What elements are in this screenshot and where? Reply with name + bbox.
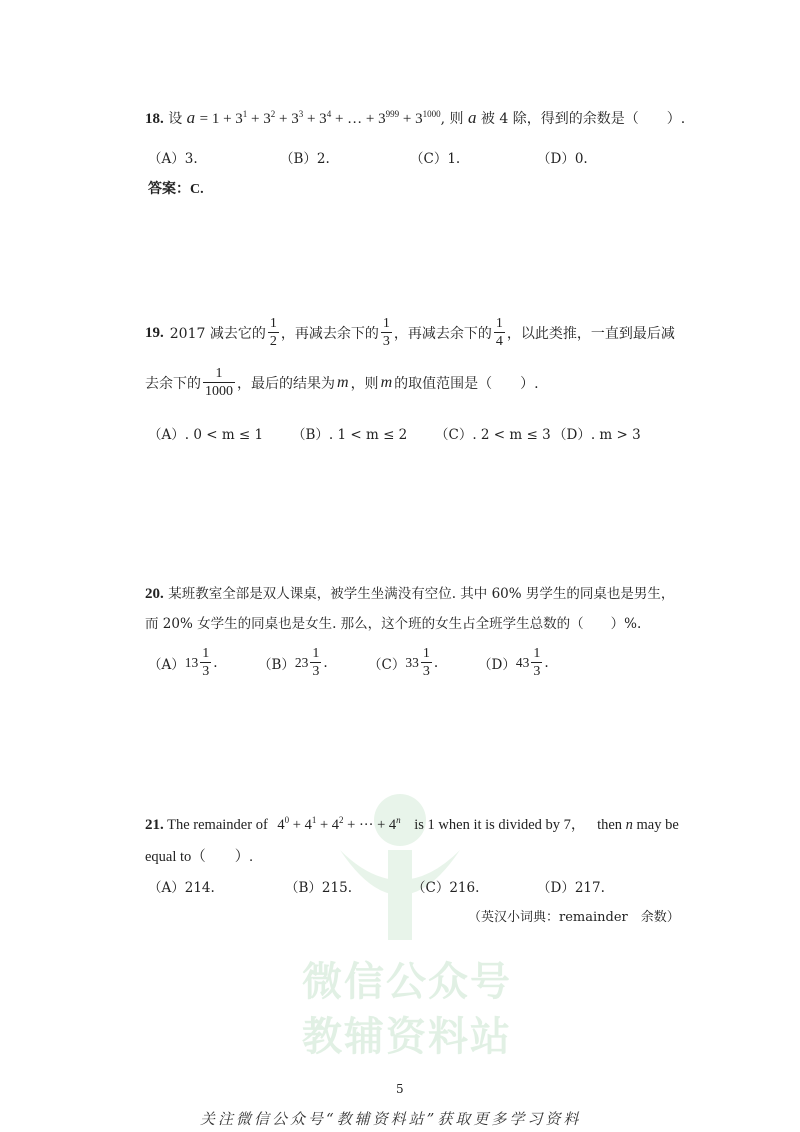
q19-line2-b: ，最后的结果为 (237, 376, 335, 392)
q21-option-d: （D）217. (537, 880, 605, 896)
q18-option-d: （D）0. (537, 151, 588, 167)
q18-option-a: （A）3. (148, 151, 198, 167)
q21-option-b: （B）215. (285, 880, 352, 896)
q18-prefix: 设 (168, 111, 183, 127)
question-number: 19. (145, 324, 164, 341)
answer-value: C. (190, 182, 204, 197)
q20-option-a: （A） 13 $\frac{1}{3}$ . (148, 646, 218, 679)
q21-glossary: （英汉小词典：remainder 余数） (468, 910, 680, 925)
q21-expr: $4^0 + 4^1 + 4^2$ + ··· + $4^n$ (277, 815, 401, 833)
q19-line2-c: ，则 (350, 376, 379, 392)
q21-text-d: may be (636, 817, 679, 833)
q19-text2: ，再减去余下的 (280, 326, 379, 342)
question-18 (145, 108, 685, 128)
q18-expr: = $1 + 3^1 + 3^2 + 3^3 + 3^4$ + … + $3^{999} + 3^{1000}$ (199, 109, 441, 127)
q21-text-b: is 1 when it is divided by 7， (414, 817, 586, 833)
q19-text4: ，以此类推，一直到最后减 (506, 326, 675, 342)
fraction-1-2: $\frac{1}{2}$ (269, 316, 277, 349)
q19-option-d: （D）. m > 3 (553, 427, 641, 443)
question-19-line2 (145, 366, 539, 400)
q20-option-b: （B） 23 $\frac{1}{3}$ . (258, 646, 328, 679)
question-number: 21. (145, 817, 164, 833)
question-number: 18. (145, 111, 164, 127)
q21-var-n: n (625, 817, 633, 833)
q21-option-c: （C）216. (412, 880, 480, 896)
q19-option-a: （A）. 0 < m ≤ 1 (148, 427, 264, 443)
watermark-line2: 教辅资料站 (302, 1014, 512, 1060)
question-20-line1 (145, 582, 674, 603)
answer-label: 答案： (148, 181, 190, 197)
q20-option-c: （C） 33 $\frac{1}{3}$ . (368, 646, 439, 679)
footer-text: 关注微信公众号“教辅资料站”获取更多学习资料 (200, 1110, 582, 1128)
question-19-line1 (145, 316, 675, 350)
q18-suffix: 被 4 除，得到的余数是（ ）. (480, 111, 686, 127)
watermark-line1: 微信公众号 (302, 959, 512, 1005)
q18-comma: , 则 (440, 111, 464, 127)
q18-option-b: （B）2. (280, 151, 330, 167)
q19-var-m2: m (380, 374, 393, 391)
q18-var-a2: a (467, 108, 477, 127)
q18-var-a: a (186, 108, 196, 127)
fraction-1-1000: $\frac{1}{1000}$ (205, 366, 233, 399)
page-number: 5 (396, 1082, 404, 1096)
question-21-line2: equal to（ ）. (145, 849, 253, 865)
question-number: 20. (145, 586, 164, 602)
question-20-line2: 而 20% 女学生的同桌也是女生. 那么，这个班的女生占全班学生总数的（ ）%. (145, 616, 642, 632)
q20-option-d: （D） 43 $\frac{1}{3}$ . (478, 646, 549, 679)
q21-option-a: （A）214. (148, 880, 215, 896)
q19-line2-a: 去余下的 (145, 376, 201, 392)
q18-answer (148, 178, 204, 198)
q21-text-c: then (597, 817, 623, 833)
q19-var-m: m (337, 374, 349, 391)
q18-option-c: （C）1. (410, 151, 461, 167)
question-21-line1 (145, 813, 679, 834)
q20-line1: 某班教室全部是双人课桌，被学生坐满没有空位. 其中 60% 男学生的同桌也是男生， (168, 586, 675, 602)
q19-line2-d: 的取值范围是（ ）. (394, 376, 539, 392)
q19-text1: 2017 减去它的 (169, 326, 266, 342)
fraction-1-3: $\frac{1}{3}$ (382, 316, 390, 349)
q19-option-c: （C）. 2 < m ≤ 3 (435, 427, 551, 443)
q19-text3: ，再减去余下的 (393, 326, 492, 342)
fraction-1-4: $\frac{1}{4}$ (495, 316, 503, 349)
q21-text-a: The remainder of (167, 817, 268, 833)
q19-option-b: （B）. 1 < m ≤ 2 (292, 427, 408, 443)
